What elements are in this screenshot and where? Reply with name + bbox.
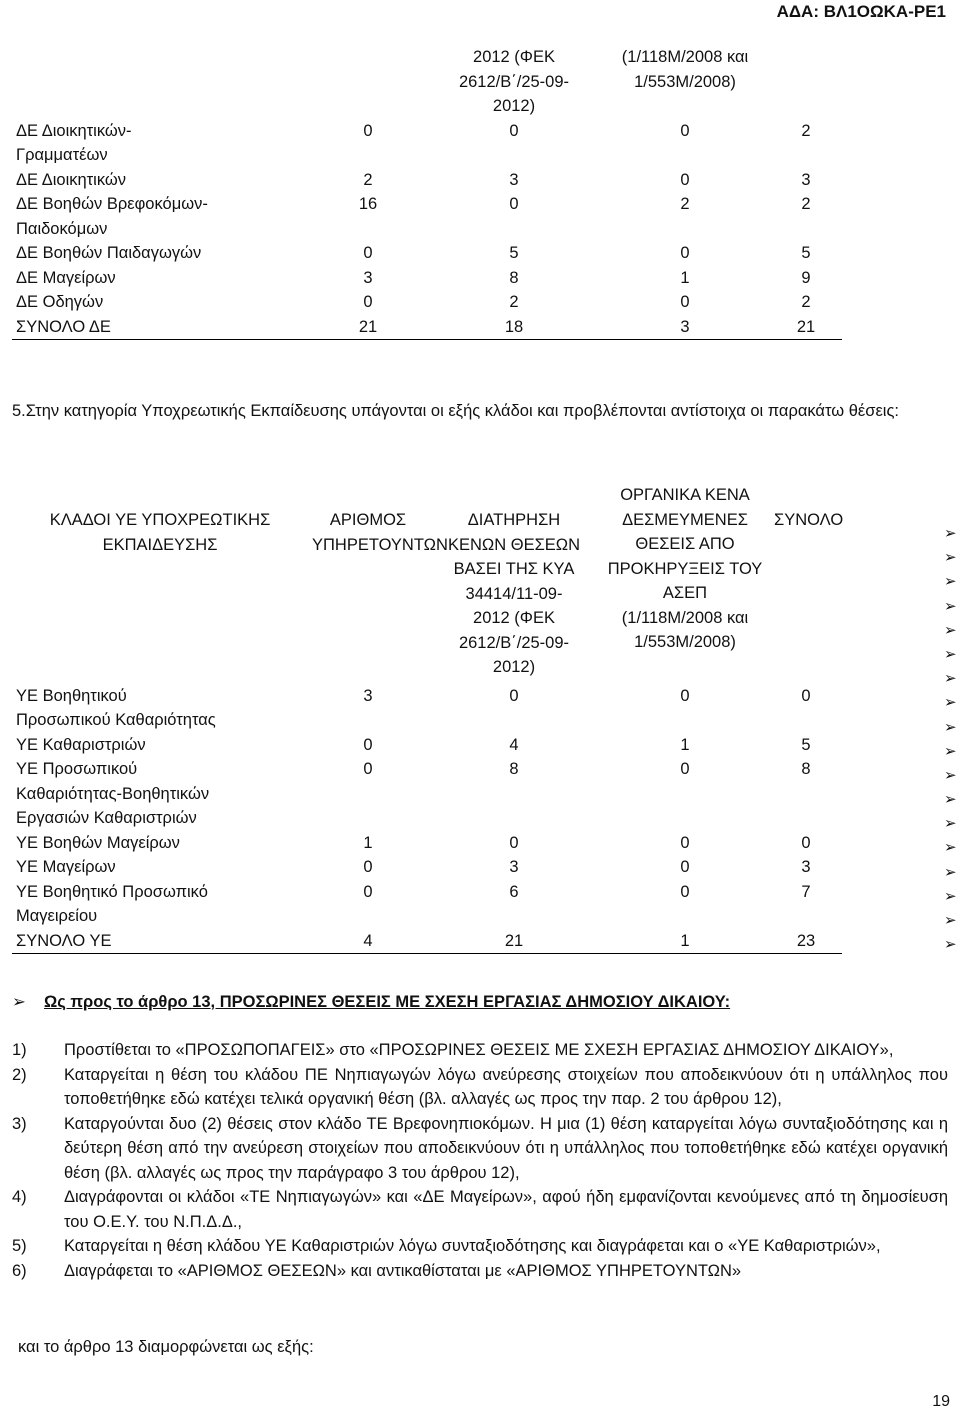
row-value: 4 xyxy=(509,735,519,754)
row-value: 21 xyxy=(770,315,842,340)
table-row xyxy=(12,684,842,733)
side-arrow-icon: ➢ xyxy=(944,549,957,567)
side-arrow-icon: ➢ xyxy=(944,645,957,663)
table-row xyxy=(12,168,842,193)
arrow-bullet-icon: ➢ xyxy=(12,993,26,1011)
side-arrow-icon: ➢ xyxy=(944,742,957,760)
row-value: 0 xyxy=(363,293,373,311)
row-value: 3 xyxy=(801,170,811,189)
row-value: 5 xyxy=(801,735,811,754)
row-value: 18 xyxy=(428,315,600,340)
row-value: 0 xyxy=(363,121,373,140)
list-item xyxy=(12,1112,948,1186)
row-value: 0 xyxy=(509,195,519,213)
row-value: 21 xyxy=(428,929,600,954)
table-row xyxy=(12,192,842,241)
table-de-continued xyxy=(12,45,842,340)
list-item xyxy=(12,1038,948,1063)
list-item xyxy=(12,1234,948,1259)
row-label: ΔΕ Διοικητικών xyxy=(16,170,127,189)
row-value: 0 xyxy=(680,858,690,876)
row-label: ΔΕ Βοηθών Παιδαγωγών xyxy=(16,244,202,262)
row-value: 0 xyxy=(363,760,373,778)
list-item-number: 5) xyxy=(12,1237,27,1255)
row-value: 2 xyxy=(801,293,811,311)
row-value: 23 xyxy=(770,929,842,954)
list-item-text: Καταργείται η θέση του κλάδου ΠΕ Νηπιαγωγών λόγω ανεύρεσης στοιχείων που αποδεικνύουν ότι η υπάλληλος που τοποθετήθηκε εδώ κατέχει τελικά οργανική θέση (βλ. αλλαγές ως προς την παρ. 2 του άρθρου 12), xyxy=(64,1065,948,1108)
row-value: 3 xyxy=(801,858,811,876)
row-value: 0 xyxy=(680,170,690,189)
header-organic-vacancies: ΟΡΓΑΝΙΚΑ ΚΕΝΑ ΔΕΣΜΕΥΜΕΝΕΣ ΘΕΣΕΙΣ ΑΠΟ ΠΡΟΚΗΡΥΞΕΙΣ ΤΟΥ ΑΣΕΠ (1/118Μ/2008 και 1/553Μ/2008) xyxy=(607,486,763,651)
side-arrow-column xyxy=(944,522,960,957)
row-value: 0 xyxy=(363,858,373,876)
row-label: ΔΕ Διοικητικών- Γραμματέων xyxy=(16,121,132,164)
row-value: 21 xyxy=(308,315,428,340)
list-item-number: 1) xyxy=(12,1041,27,1059)
row-value: 0 xyxy=(680,121,690,140)
list-item xyxy=(12,1063,948,1112)
row-value: 0 xyxy=(680,293,690,311)
row-value: 8 xyxy=(801,760,811,778)
article-13-heading xyxy=(12,990,948,1015)
table-row xyxy=(12,855,842,880)
row-label: ΥΕ Βοηθητικό Προσωπικό Μαγειρείου xyxy=(16,882,208,925)
table-de-header-tail xyxy=(12,45,842,119)
list-item-number: 6) xyxy=(12,1261,27,1280)
row-label: ΔΕ Μαγείρων xyxy=(16,268,116,287)
row-label: ΣΥΝΟΛΟ ΥΕ xyxy=(12,929,308,954)
row-label: ΥΕ Βοηθών Μαγείρων xyxy=(16,833,180,852)
row-value: 3 xyxy=(363,268,373,287)
row-label: ΣΥΝΟΛΟ ΔΕ xyxy=(12,315,308,340)
row-value: 9 xyxy=(801,268,811,287)
side-arrow-icon: ➢ xyxy=(944,839,957,857)
row-value: 1 xyxy=(600,929,770,954)
side-arrow-icon: ➢ xyxy=(944,766,957,784)
row-value: 0 xyxy=(363,735,373,754)
row-value: 2 xyxy=(801,121,811,140)
side-arrow-icon: ➢ xyxy=(944,936,957,954)
side-arrow-icon: ➢ xyxy=(944,863,957,881)
row-value: 1 xyxy=(680,268,690,287)
closing-sentence: και το άρθρο 13 διαμορφώνεται ως εξής: xyxy=(18,1338,314,1356)
header-kya: ΔΙΑΤΗΡΗΣΗ ΚΕΝΩΝ ΘΕΣΕΩΝ ΒΑΣΕΙ ΤΗΣ ΚΥΑ 34414/11-09- 2012 (ΦΕΚ 2612/Β΄/25-09- 2012) xyxy=(447,511,581,676)
row-value: 2 xyxy=(509,293,519,311)
table-row xyxy=(12,241,842,266)
header-cell-empty xyxy=(308,45,428,119)
table-row xyxy=(12,880,842,929)
article-13-heading-text: Ως προς το άρθρο 13, ΠΡΟΣΩΡΙΝΕΣ ΘΕΣΕΙΣ ΜΕ ΣΧΕΣΗ ΕΡΓΑΣΙΑΣ ΔΗΜΟΣΙΟΥ ΔΙΚΑΙΟΥ: xyxy=(44,993,731,1011)
row-value: 5 xyxy=(801,244,811,262)
row-value: 16 xyxy=(358,195,378,213)
row-value: 3 xyxy=(600,315,770,340)
row-value: 0 xyxy=(509,833,519,852)
table-row xyxy=(12,831,842,856)
header-cell-kya: 2012 (ΦΕΚ 2612/Β΄/25-09- 2012) xyxy=(458,48,570,115)
row-label: ΔΕ Οδηγών xyxy=(16,293,104,311)
list-item-number: 4) xyxy=(12,1188,27,1206)
row-value: 0 xyxy=(363,882,373,901)
row-value: 0 xyxy=(509,686,519,705)
row-value: 7 xyxy=(801,882,811,901)
header-cell-empty xyxy=(12,45,308,119)
ada-code: ΑΔΑ: ΒΛ1ΟΩΚΑ-ΡΕ1 xyxy=(776,2,946,21)
table-row xyxy=(12,757,842,831)
table-row xyxy=(12,315,842,340)
table-row xyxy=(12,733,842,758)
header-branches: ΚΛΑΔΟΙ ΥΕ ΥΠΟΧΡΕΩΤΙΚΗΣ ΕΚΠΑΙΔΕΥΣΗΣ xyxy=(49,511,271,554)
table-ye-header xyxy=(12,483,842,684)
row-label: ΥΕ Καθαριστριών xyxy=(16,735,146,754)
row-value: 0 xyxy=(509,121,519,140)
table-row xyxy=(12,266,842,291)
row-value: 1 xyxy=(363,833,373,852)
row-value: 0 xyxy=(680,882,690,901)
row-label: ΥΕ Προσωπικού Καθαριότητας-Βοηθητικών Εργασιών Καθαριστριών xyxy=(16,760,210,827)
paragraph-5: 5.Στην κατηγορία Υποχρεωτικής Εκπαίδευσης υπάγονται οι εξής κλάδοι και προβλέπονται αντίστοιχα οι παρακάτω θέσεις: xyxy=(12,402,899,420)
row-value: 3 xyxy=(509,170,519,189)
list-item-text: Καταργούνται δυο (2) θέσεις στον κλάδο ΤΕ Βρεφονηπιοκόμων. Η μια (1) θέση καταργείται λόγω συνταξιοδότησης και η δεύτερη θέση από την ανεύρεση στοιχείων που αποδεικνύουν ότι η υπάλληλος που τοποθετήθηκε εδώ κατέχει οργανική θέση (βλ. αλλαγές ως προς την παράγραφο 3 του άρθρου 12), xyxy=(64,1114,948,1182)
row-label: ΔΕ Βοηθών Βρεφοκόμων- Παιδοκόμων xyxy=(16,195,208,238)
header-serving: ΑΡΙΘΜΟΣ ΥΠΗΡΕΤΟΥΝΤΩΝ xyxy=(312,511,448,554)
side-arrow-icon: ➢ xyxy=(944,694,957,712)
row-value: 0 xyxy=(801,833,811,852)
list-item-text: Καταργείται η θέση κλάδου ΥΕ Καθαριστριών λόγω συνταξιοδότησης και διαγράφεται και ο «ΥΕ Καθαριστριών», xyxy=(64,1237,881,1255)
row-value: 0 xyxy=(680,244,690,262)
row-value: 4 xyxy=(308,929,428,954)
row-value: 0 xyxy=(680,833,690,852)
side-arrow-icon: ➢ xyxy=(944,670,957,688)
list-item-number: 2) xyxy=(12,1065,27,1084)
table-row xyxy=(12,929,842,954)
list-item-number: 3) xyxy=(12,1114,27,1133)
row-value: 6 xyxy=(509,882,519,901)
side-arrow-icon: ➢ xyxy=(944,597,957,615)
side-arrow-icon: ➢ xyxy=(944,912,957,929)
header-cell-empty xyxy=(770,45,842,119)
changes-list xyxy=(12,1038,948,1283)
list-item-text: Διαγράφεται το «ΑΡΙΘΜΟΣ ΘΕΣΕΩΝ» και αντικαθίσταται με «ΑΡΙΘΜΟΣ ΥΠΗΡΕΤΟΥΝΤΩΝ» xyxy=(64,1261,742,1280)
row-value: 3 xyxy=(363,686,373,705)
table-row xyxy=(12,119,842,168)
row-value: 0 xyxy=(363,244,373,262)
header-cell-asep: (1/118Μ/2008 και 1/553Μ/2008) xyxy=(621,48,749,91)
side-arrow-icon: ➢ xyxy=(944,791,957,809)
row-label: ΥΕ Μαγείρων xyxy=(16,858,116,876)
row-value: 8 xyxy=(509,268,519,287)
side-arrow-icon: ➢ xyxy=(944,573,957,591)
row-value: 0 xyxy=(801,686,811,705)
side-arrow-icon: ➢ xyxy=(944,815,957,833)
list-item xyxy=(12,1259,948,1284)
table-ye xyxy=(12,483,842,954)
row-value: 2 xyxy=(680,195,690,213)
row-value: 2 xyxy=(801,195,811,213)
list-item-text: Προστίθεται το «ΠΡΟΣΩΠΟΠΑΓΕΙΣ» στο «ΠΡΟΣΩΡΙΝΕΣ ΘΕΣΕΙΣ ΜΕ ΣΧΕΣΗ ΕΡΓΑΣΙΑΣ ΔΗΜΟΣΙΟΥ ΔΙΚΑΙΟΥ», xyxy=(64,1041,894,1059)
side-arrow-icon: ➢ xyxy=(944,525,957,542)
table-row xyxy=(12,290,842,315)
row-value: 1 xyxy=(680,735,690,754)
row-value: 0 xyxy=(680,686,690,705)
list-item xyxy=(12,1185,948,1234)
row-value: 2 xyxy=(363,170,373,189)
row-value: 0 xyxy=(680,760,690,778)
side-arrow-icon: ➢ xyxy=(944,621,957,639)
header-total: ΣΥΝΟΛΟ xyxy=(774,511,844,529)
side-arrow-icon: ➢ xyxy=(944,718,957,736)
side-arrow-icon: ➢ xyxy=(944,887,957,905)
list-item-text: Διαγράφονται οι κλάδοι «ΤΕ Νηπιαγωγών» και «ΔΕ Μαγείρων», αφού ήδη εμφανίζονται κενούμενες από τη δημοσίευση του Ο.Ε.Υ. του Ν.Π.Δ.Δ., xyxy=(64,1188,948,1231)
page-number: 19 xyxy=(932,1393,950,1410)
row-value: 3 xyxy=(509,858,519,876)
row-value: 5 xyxy=(509,244,519,262)
row-value: 8 xyxy=(509,760,519,778)
row-label: ΥΕ Βοηθητικού Προσωπικού Καθαριότητας xyxy=(16,686,216,729)
